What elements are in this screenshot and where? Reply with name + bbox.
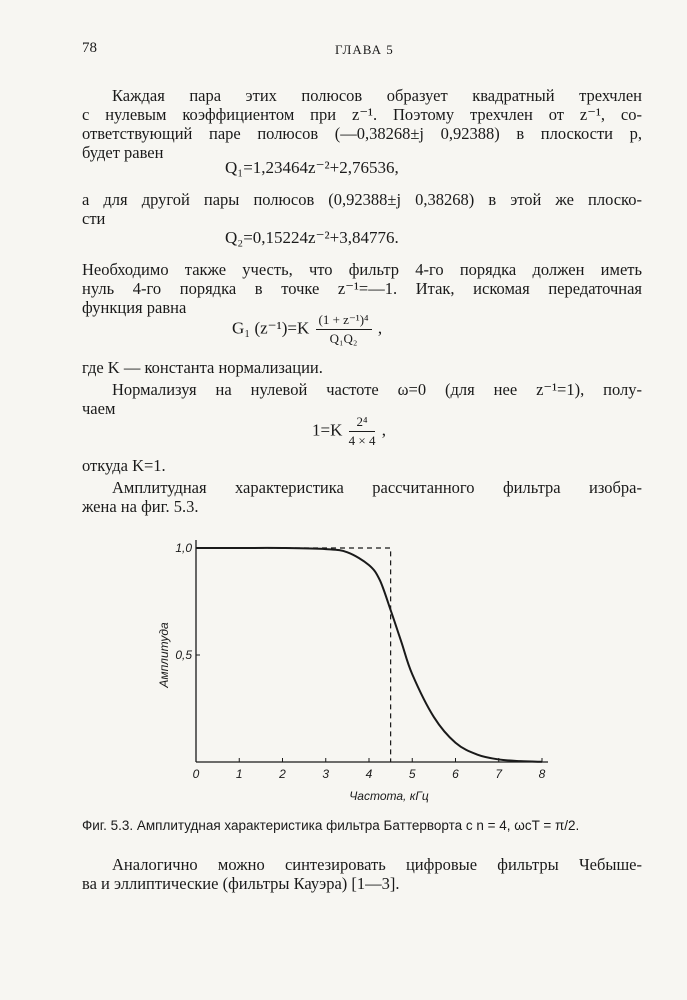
formula-q1: Q₁=1,23464z⁻²+2,76536,	[225, 158, 399, 177]
text-line: будет равен	[82, 143, 164, 162]
x-tick-label: 2	[279, 767, 286, 781]
fraction-numerator: 2⁴	[349, 414, 376, 432]
paragraph-6	[82, 456, 642, 475]
running-head: ГЛАВА 5	[335, 42, 394, 57]
text-line: где K — константа нормализации.	[82, 358, 323, 377]
text-line: нуль 4-го порядка в точке z⁻¹=—1. Итак, искомая передаточная	[82, 279, 642, 298]
x-tick-label: 7	[495, 767, 503, 781]
text-line: Амплитудная характеристика рассчитанного фильтра изобра-	[112, 478, 642, 497]
text-line: Нормализуя на нулевой частоте ω=0 (для нее z⁻¹=1), полу-	[112, 380, 642, 399]
y-tick-label: 1,0	[175, 541, 192, 555]
text-line: ва и эллиптические (фильтры Кауэра) [1—3].	[82, 874, 400, 893]
formula-lhs: 1=K	[312, 420, 343, 440]
fraction	[316, 312, 372, 347]
paragraph-7	[82, 478, 642, 516]
figure-caption: Фиг. 5.3. Амплитудная характеристика фильтра Баттерворта с n = 4, ωcT = π/2.	[82, 818, 580, 833]
paragraph-3	[82, 260, 642, 317]
formula-q2: Q₂=0,15224z⁻²+3,84776.	[225, 228, 399, 247]
text-line: Необходимо также учесть, что фильтр 4-го порядка должен иметь	[82, 260, 642, 279]
y-axis-label: Амплитуда	[157, 622, 171, 688]
x-tick-label: 1	[235, 767, 243, 781]
text-line: с нулевым коэффициентом при z⁻¹. Поэтому трехчлен от z⁻¹, со-	[82, 105, 642, 124]
text-line: откуда K=1.	[82, 456, 166, 475]
paragraph-4	[82, 358, 642, 377]
formula-transfer-function	[232, 312, 382, 347]
formula-normalization	[312, 414, 386, 449]
text-line: Аналогично можно синтезировать цифровые фильтры Чебыше-	[112, 855, 642, 874]
paragraph-8	[82, 855, 642, 893]
x-tick-label: 8	[538, 767, 546, 781]
text-line: функция равна	[82, 298, 187, 317]
text-line: сти	[82, 209, 106, 228]
paragraph-1	[82, 86, 642, 162]
page-number: 78	[82, 40, 97, 56]
x-tick-label: 3	[322, 767, 330, 781]
text-line: ответствующий паре полюсов (—0,38268±j 0,92388) в плоскости p,	[82, 124, 642, 143]
formula-tail: ,	[377, 318, 383, 338]
amplitude-chart	[150, 528, 560, 808]
x-tick-label: 0	[192, 767, 200, 781]
x-tick-label: 4	[365, 767, 373, 781]
x-tick-label: 6	[452, 767, 459, 781]
fraction-numerator: (1 + z⁻¹)⁴	[316, 312, 372, 330]
series-line-ideal	[196, 548, 391, 762]
x-tick-label: 5	[408, 767, 416, 781]
fraction	[349, 414, 376, 449]
fraction-denominator: 4 × 4	[348, 433, 376, 448]
text-line: а для другой пары полюсов (0,92388±j 0,38268) в этой же плоско-	[82, 190, 642, 209]
text-line: Каждая пара этих полюсов образует квадратный трехчлен	[112, 86, 642, 105]
y-tick-label: 0,5	[175, 648, 192, 662]
text-line: чаем	[82, 399, 116, 418]
paragraph-2	[82, 190, 642, 228]
paragraph-5	[82, 380, 642, 418]
series-line-butterworth	[196, 548, 542, 762]
formula-lhs: G₁ (z⁻¹)=K	[232, 318, 310, 338]
x-axis-label: Частота, кГц	[349, 789, 429, 803]
text-line: жена на фиг. 5.3.	[82, 497, 199, 516]
formula-tail: ,	[381, 420, 386, 440]
fraction-denominator: Q₁Q₂	[329, 331, 358, 346]
